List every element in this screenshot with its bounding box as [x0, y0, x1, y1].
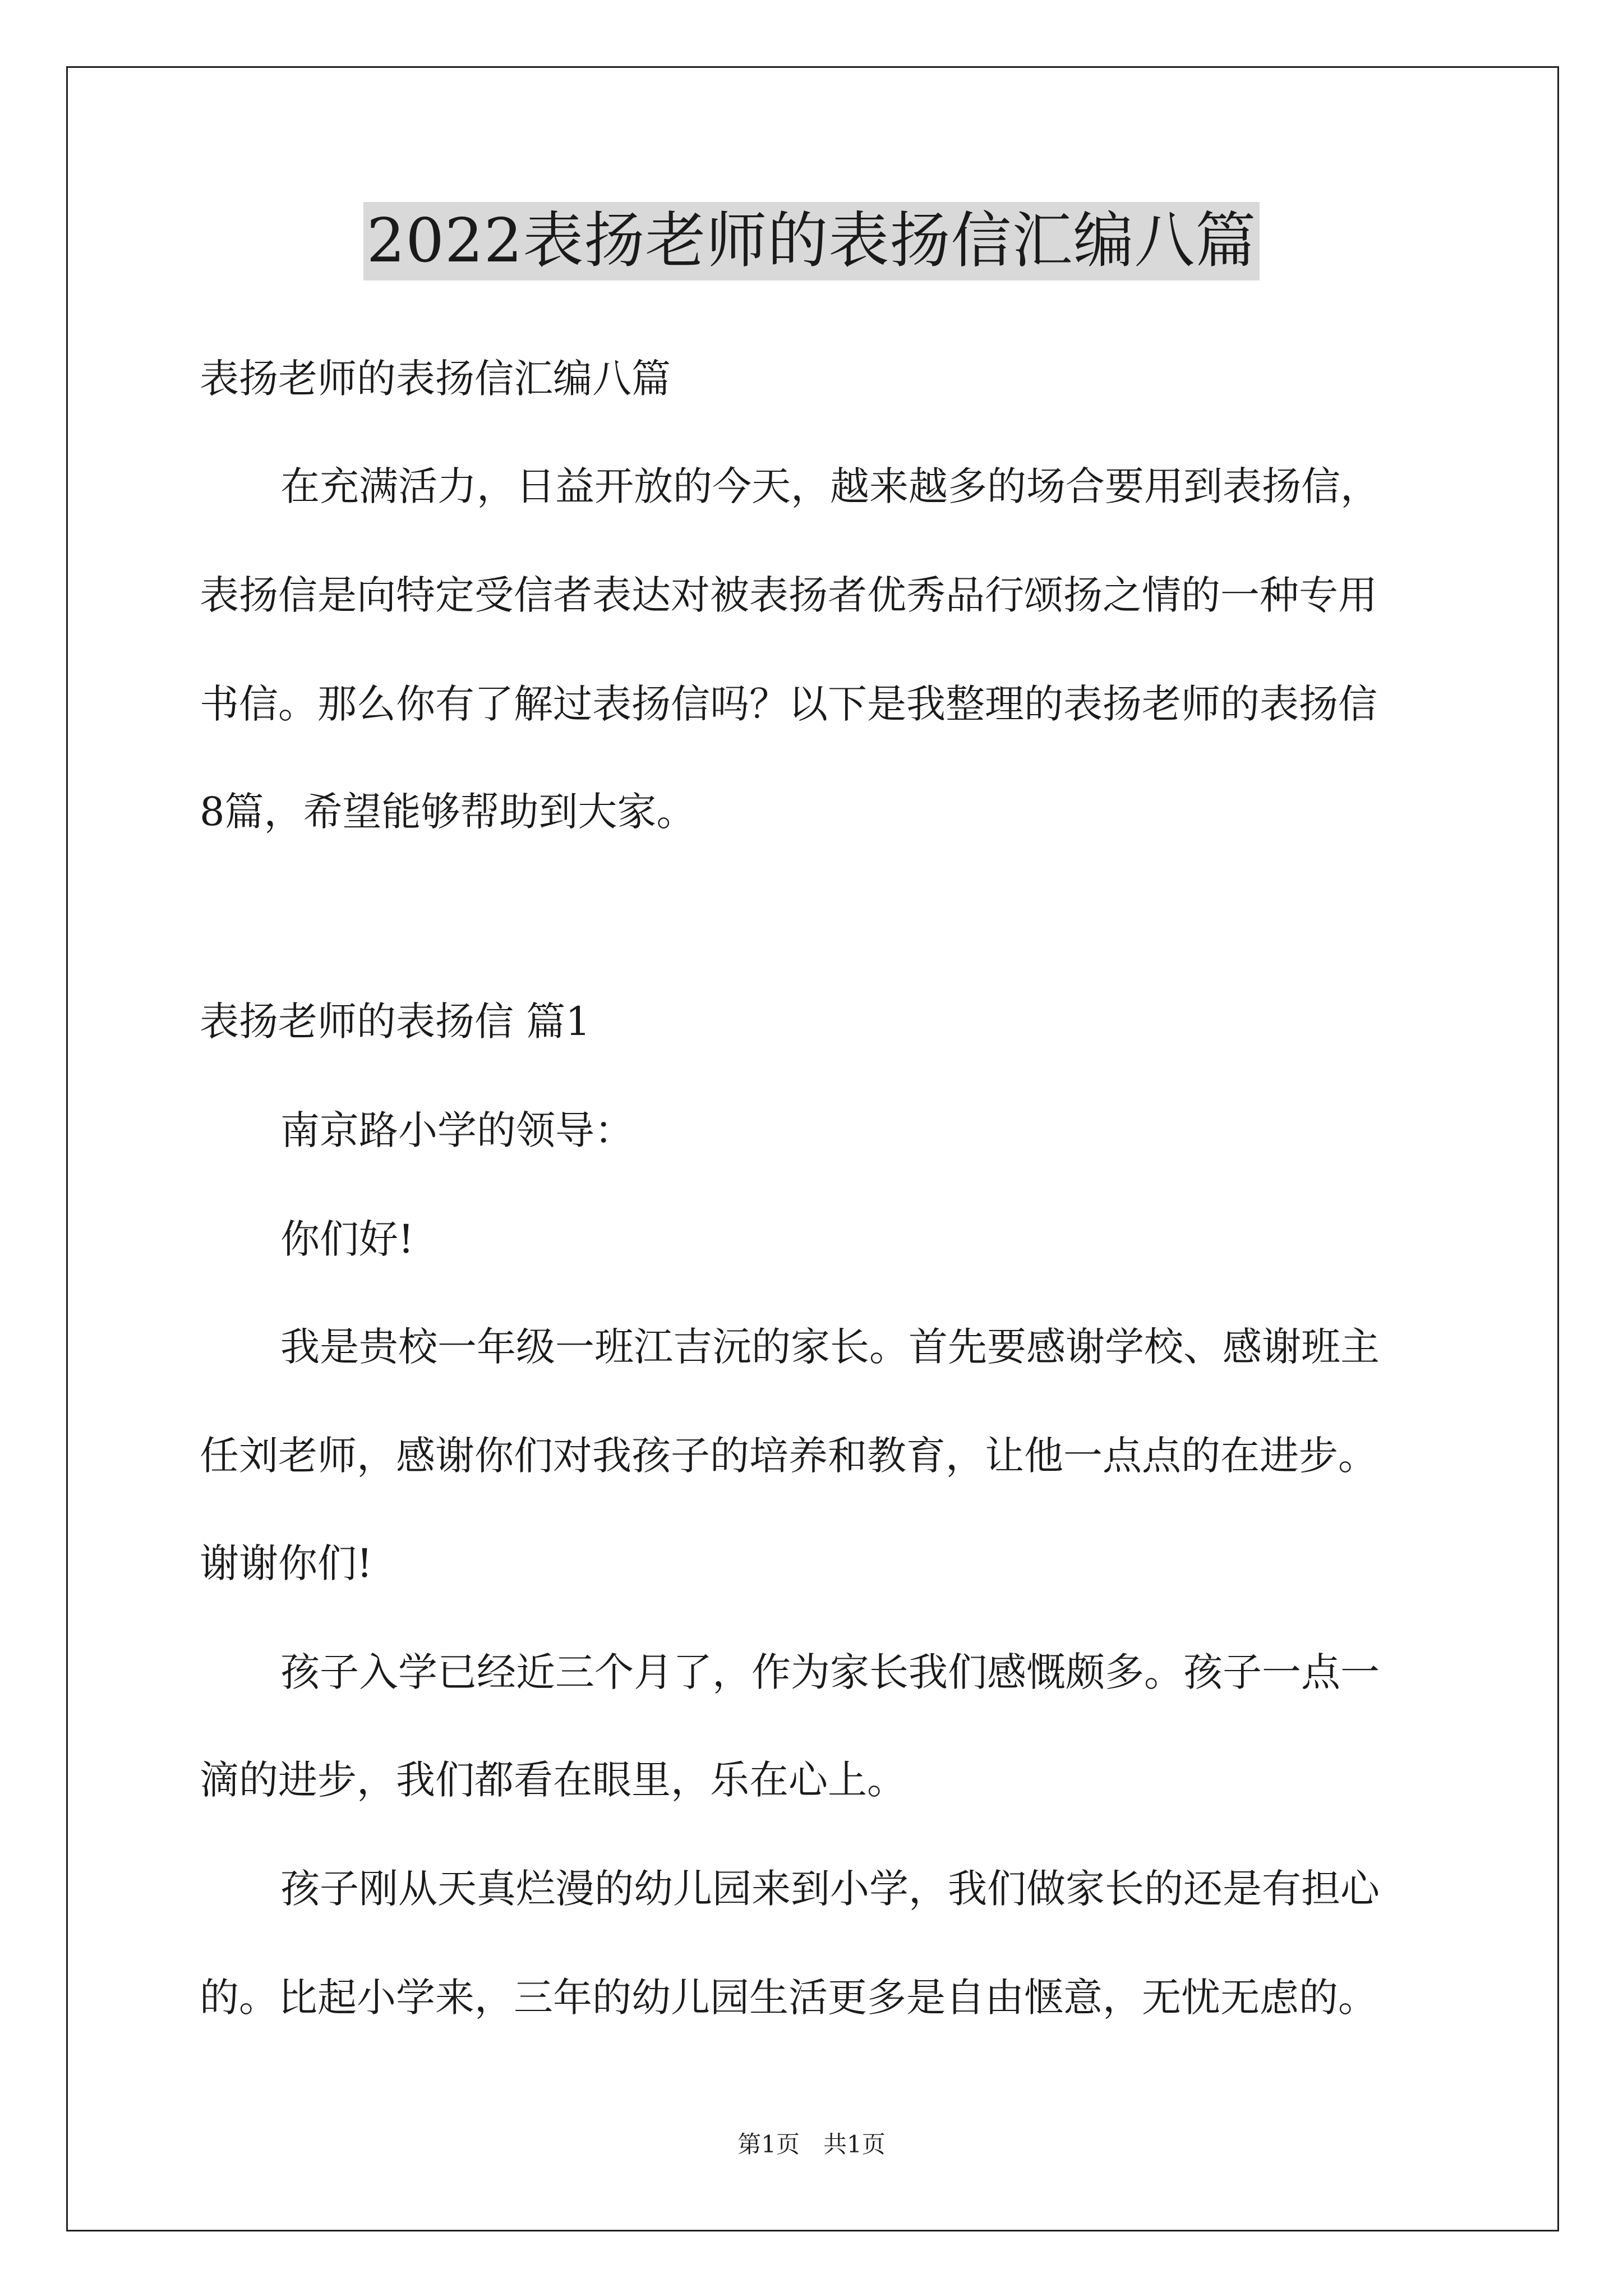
- paragraph-line: 任刘老师，感谢你们对我孩子的培养和教育，让他一点点的在进步。: [200, 1433, 1377, 1479]
- title-container: [0, 202, 1623, 280]
- letter-greeting: 你们好!: [280, 1216, 414, 1262]
- page-footer: 第1页 共1页: [737, 2131, 886, 2158]
- paragraph-line: 孩子刚从天真烂漫的幼儿园来到小学，我们做家长的还是有担心: [280, 1866, 1380, 1912]
- paragraph-line: 的。比起小学来，三年的幼儿园生活更多是自由惬意，无忧无虑的。: [200, 1975, 1377, 2021]
- paragraph-line: 表扬信是向特定受信者表达对被表扬者优秀品行颂扬之情的一种专用: [200, 572, 1377, 618]
- document-title: 2022表扬老师的表扬信汇编八篇: [363, 202, 1260, 280]
- letter-salutation: 南京路小学的领导：: [280, 1107, 634, 1153]
- section-heading: 表扬老师的表扬信 篇1: [200, 999, 591, 1045]
- paragraph-line: 在充满活力，日益开放的今天，越来越多的场合要用到表扬信，: [280, 463, 1380, 509]
- paragraph-line: 孩子入学已经近三个月了，作为家长我们感慨颇多。孩子一点一: [280, 1649, 1380, 1695]
- paragraph-line: 我是贵校一年级一班江吉沅的家长。首先要感谢学校、感谢班主: [280, 1324, 1380, 1370]
- paragraph-line: 8篇，希望能够帮助到大家。: [200, 789, 696, 835]
- intro-subtitle: 表扬老师的表扬信汇编八篇: [200, 356, 671, 402]
- paragraph-line: 书信。那么你有了解过表扬信吗？以下是我整理的表扬老师的表扬信: [200, 681, 1377, 727]
- paragraph-line: 滴的进步，我们都看在眼里，乐在心上。: [200, 1757, 906, 1803]
- paragraph-line: 谢谢你们!: [200, 1540, 373, 1586]
